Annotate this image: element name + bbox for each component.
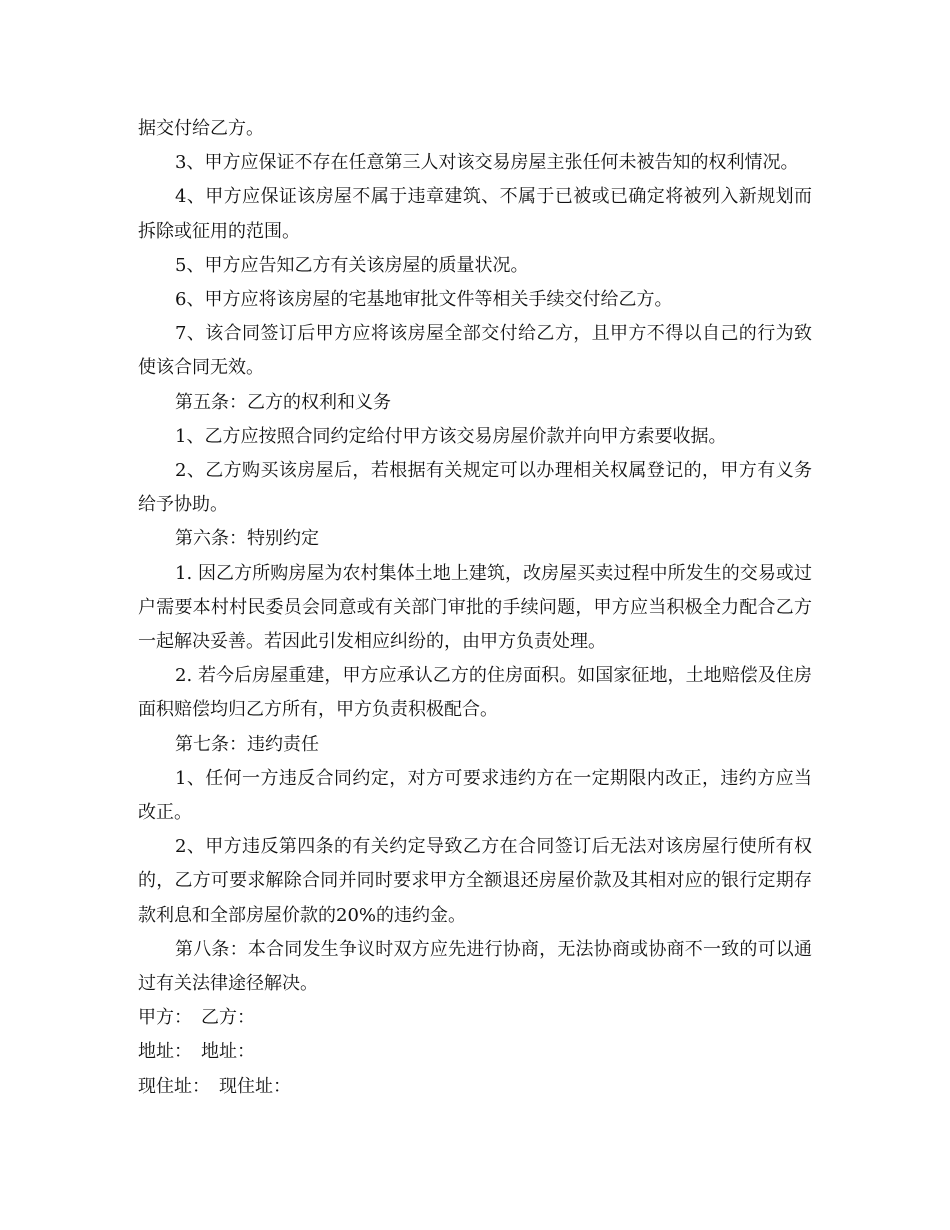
contract-paragraph: 据交付给乙方。 bbox=[138, 118, 264, 139]
contract-paragraph: 2、甲方违反第四条的有关约定导致乙方在合同签订后无法对该房屋行使所有权的，乙方可要求解除合同并同时要求甲方全额退还房屋价款及其相对应的银行定期存款利息和全部房屋价款的20%的违约金。 bbox=[138, 836, 812, 926]
contract-paragraph: 第六条：特别约定 bbox=[175, 528, 319, 550]
contract-paragraph: 1. 因乙方所购房屋为农村集体土地上建筑，改房屋买卖过程中所发生的交易或过户需要本村村民委员会同意或有关部门审批的手续问题，甲方应当积极全力配合乙方一起解决妥善。若因此引发相应纠纷的，由甲方负责处理。 bbox=[138, 562, 812, 653]
contract-paragraph: 第七条：违约责任 bbox=[175, 733, 319, 755]
contract-body bbox=[138, 112, 812, 1104]
contract-paragraph: 3、甲方应保证不存在任意第三人对该交易房屋主张任何未被告知的权利情况。 bbox=[175, 152, 799, 174]
contract-paragraph: 5、甲方应告知乙方有关该房屋的质量状况。 bbox=[175, 254, 529, 276]
contract-paragraph: 6、甲方应将该房屋的宅基地审批文件等相关手续交付给乙方。 bbox=[175, 289, 673, 311]
contract-paragraph: 第八条：本合同发生争议时双方应先进行协商，无法协商或协商不一致的可以通过有关法律途径解决。 bbox=[138, 938, 812, 995]
signature-line: 甲方： 乙方： bbox=[138, 1007, 255, 1029]
clause-list bbox=[138, 112, 812, 1001]
contract-paragraph: 1、乙方应按照合同约定给付甲方该交易房屋价款并向甲方索要收据。 bbox=[175, 425, 727, 447]
contract-paragraph: 4、甲方应保证该房屋不属于违章建筑、不属于已被或已确定将被列入新规划而拆除或征用的范围。 bbox=[138, 186, 812, 242]
contract-paragraph: 第五条：乙方的权利和义务 bbox=[175, 391, 391, 413]
signature-line: 现住址： 现住址： bbox=[138, 1075, 291, 1097]
contract-paragraph: 2. 若今后房屋重建，甲方应承认乙方的住房面积。如国家征地，土地赔偿及住房面积赔偿均归乙方所有，甲方负责积极配合。 bbox=[138, 665, 812, 721]
signature-block bbox=[138, 1001, 812, 1104]
signature-line: 地址： 地址： bbox=[138, 1041, 255, 1063]
contract-paragraph: 7、该合同签订后甲方应将该房屋全部交付给乙方，且甲方不得以自己的行为致使该合同无效。 bbox=[138, 323, 812, 379]
contract-paragraph: 1、任何一方违反合同约定，对方可要求违约方在一定期限内改正，违约方应当改正。 bbox=[138, 767, 812, 824]
contract-paragraph: 2、乙方购买该房屋后，若根据有关规定可以办理相关权属登记的，甲方有义务给予协助。 bbox=[138, 460, 812, 516]
